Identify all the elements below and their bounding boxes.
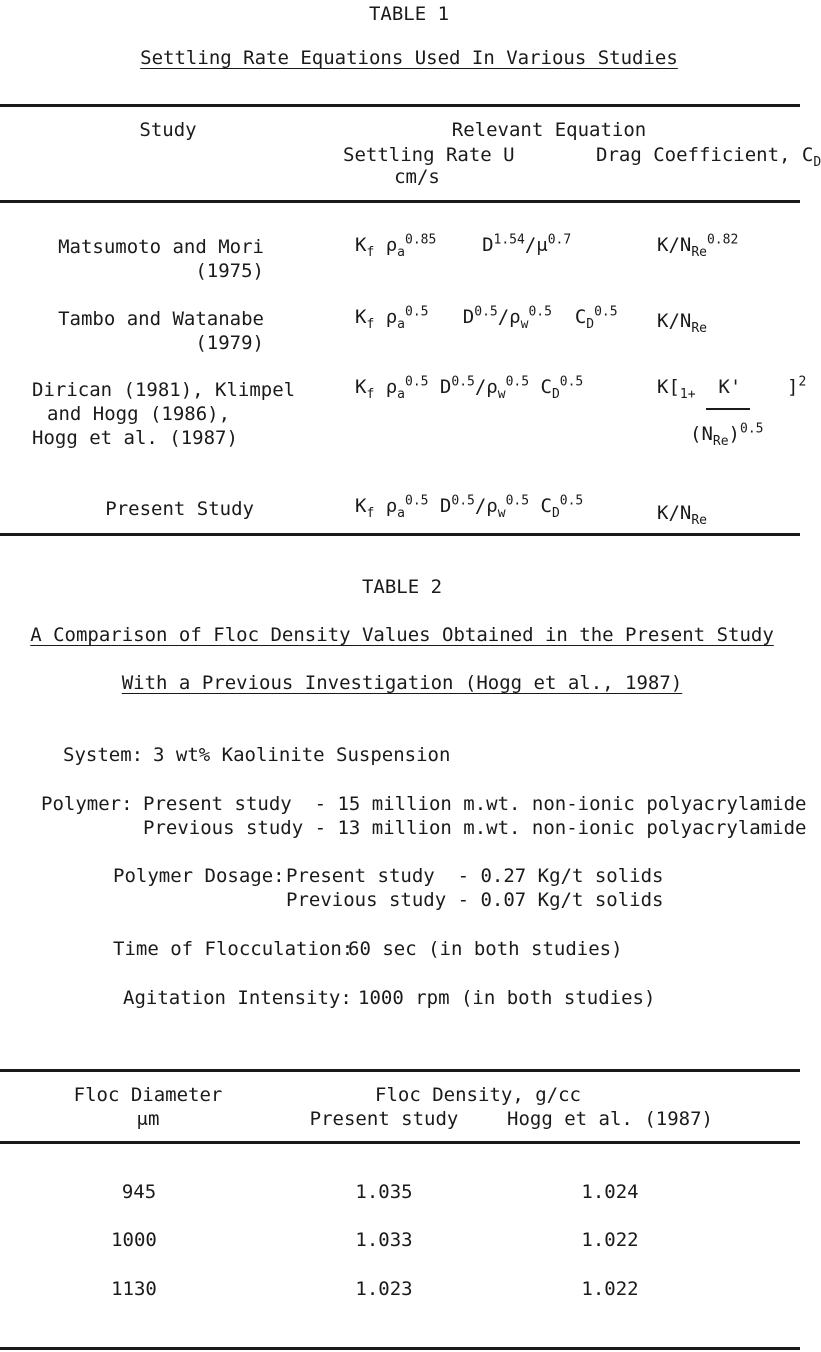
drag-sub: D [813, 154, 821, 170]
system-label: System: [63, 744, 144, 766]
polymer-line1: Present study - 15 million m.wt. non-ionic polyacrylamide [143, 793, 807, 815]
table1-row2-equation: $K_f$ $\rho_a^{0.5}$ $D^{0.5}/\rho_w^{0.5}$ $C_D^{0.5}$ [355, 304, 618, 332]
table2-header-density: Floc Density, g/cc [375, 1084, 581, 1106]
table1-caption: Settling Rate Equations Used In Various Studies [140, 47, 678, 69]
table1-top-rule [0, 104, 800, 107]
table1-row2-study-line1: Tambo and Watanabe [58, 308, 264, 330]
table1-row3-equation: $K_f$ $\rho_a^{0.5}$ $D^{0.5}/\rho_w^{0.5}$ $C_D^{0.5}$ [355, 374, 584, 402]
table2-row2-diameter: 1000 [111, 1229, 157, 1251]
table1-row3-study-line3: Hogg et al. (1987) [32, 427, 238, 449]
table1-bottom-rule [0, 533, 800, 536]
table2-header-diameter: Floc Diameter [73, 1084, 223, 1106]
table1-row3-fraction-bar [706, 408, 750, 410]
system-value: 3 wt% Kaolinite Suspension [153, 744, 451, 766]
table2-row1-diameter: 945 [121, 1181, 157, 1203]
table2-caption-line2: With a Previous Investigation (Hogg et al., 1987) [121, 672, 683, 694]
table2-header-hogg: Hogg et al. (1987) [507, 1108, 713, 1130]
table1-row3-drag: $K[_{1+}$ K' ]$^2$ [657, 374, 807, 402]
polymer-label: Polymer: [41, 793, 133, 815]
table1-header-rule [0, 200, 800, 203]
table1-row4-drag: $K/N_{Re}$ [657, 502, 707, 528]
table2-row1-present: 1.035 [355, 1181, 413, 1203]
table2-row2-hogg: 1.022 [581, 1229, 639, 1251]
table1-header-settling-unit: cm/s [394, 166, 440, 188]
table2-row3-present: 1.023 [355, 1278, 413, 1300]
agitation-label: Agitation Intensity: [123, 987, 352, 1009]
polymer-line2: Previous study - 13 million m.wt. non-ionic polyacrylamide [143, 817, 807, 839]
table1-row3-study-line1: Dirican (1981), Klimpel [32, 379, 296, 401]
table1-row4-equation: $K_f$ $\rho_a^{0.5}$ $D^{0.5}/\rho_w^{0.5}$ $C_D^{0.5}$ [355, 493, 584, 521]
table2-header-rule [0, 1141, 800, 1144]
table1-row1-equation: $K_f$ $\rho_a^{0.85}$ $D^{1.54}/\mu^{0.7}$ [355, 232, 572, 260]
table2-header-present: Present study [309, 1108, 459, 1130]
table1-row1-study-line2: (1975) [195, 260, 264, 282]
table1-row2-drag: $K/N_{Re}$ [657, 310, 707, 336]
table1-header-relevant: Relevant Equation [451, 119, 647, 141]
table1-header-settling-rate: Settling Rate U [343, 144, 515, 166]
table1-row1-drag: $K/N_{Re}^{0.82}$ [657, 232, 739, 260]
table1-row3-study-line2: and Hogg (1986), [47, 403, 231, 425]
table2-bottom-rule [0, 1347, 800, 1350]
table2-top-rule [0, 1069, 800, 1072]
dosage-line1: Present study - 0.27 Kg/t solids [286, 865, 664, 887]
table1-header-drag [596, 144, 821, 170]
table2-row2-present: 1.033 [355, 1229, 413, 1251]
table1-header-study: Study [139, 119, 197, 141]
table1-row4-study: Present Study [105, 498, 254, 520]
table2-row3-hogg: 1.022 [581, 1278, 639, 1300]
table2-header-diameter-unit: μm [136, 1108, 160, 1130]
time-value: 60 sec (in both studies) [348, 938, 623, 960]
drag-label: Drag Coefficient, C [596, 144, 814, 166]
table1-title: TABLE 1 [368, 3, 450, 25]
dosage-line2: Previous study - 0.07 Kg/t solids [286, 889, 664, 911]
table2-caption-line1: A Comparison of Floc Density Values Obtained in the Present Study [30, 624, 774, 646]
time-label: Time of Flocculation: [113, 938, 354, 960]
agitation-value: 1000 rpm (in both studies) [358, 987, 656, 1009]
dosage-label: Polymer Dosage: [113, 865, 285, 887]
table1-row3-drag-denominator: $(N_{Re})^{0.5}$ [690, 421, 764, 449]
table2-row3-diameter: 1130 [111, 1278, 157, 1300]
table2-row1-hogg: 1.024 [581, 1181, 639, 1203]
table1-row2-study-line2: (1979) [195, 332, 264, 354]
table1-row1-study-line1: Matsumoto and Mori [58, 236, 264, 258]
table2-title: TABLE 2 [361, 576, 443, 598]
